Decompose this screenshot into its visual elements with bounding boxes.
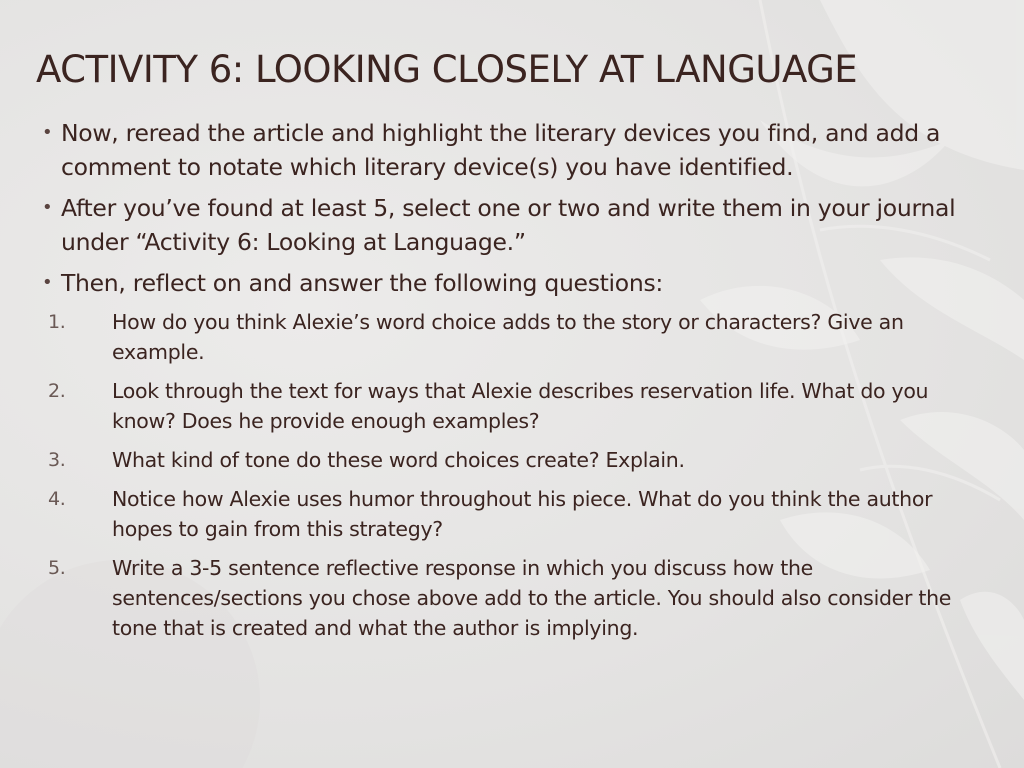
question-text: Write a 3-5 sentence reflective response in which you discuss how the sentences/sections you chose above add to the article. You should also consider the tone that is created and what the author is implying. (112, 556, 952, 640)
slide-content (42, 116, 982, 652)
question-item (42, 484, 982, 544)
question-list (42, 307, 982, 643)
question-item (42, 376, 982, 436)
question-text: How do you think Alexie’s word choice adds to the story or characters? Give an example. (112, 310, 904, 364)
bullet-icon: • (42, 122, 53, 143)
question-number: 2. (48, 380, 66, 402)
question-item (42, 307, 982, 367)
bullet-item (42, 116, 982, 184)
bullet-item (42, 191, 982, 259)
question-number: 4. (48, 488, 66, 510)
bullet-icon: • (42, 272, 53, 293)
question-text: Notice how Alexie uses humor throughout his piece. What do you think the author hopes to gain from this strategy? (112, 487, 933, 541)
bullet-text: Now, reread the article and highlight the literary devices you find, and add a comment to notate which literary device(s) you have identified. (61, 119, 941, 181)
bullet-item (42, 266, 982, 300)
question-item (42, 553, 982, 643)
slide-title: ACTIVITY 6: LOOKING CLOSELY AT LANGUAGE (36, 48, 858, 91)
question-number: 1. (48, 311, 66, 333)
question-item (42, 445, 982, 475)
bullet-icon: • (42, 197, 53, 218)
question-text: Look through the text for ways that Alexie describes reservation life. What do you know? Does he provide enough examples? (112, 379, 929, 433)
bullet-text: After you’ve found at least 5, select one or two and write them in your journal under “Activity 6: Looking at Language.” (61, 194, 956, 256)
question-text: What kind of tone do these word choices create? Explain. (112, 448, 685, 472)
question-number: 3. (48, 449, 66, 471)
bullet-text: Then, reflect on and answer the following questions: (61, 269, 664, 297)
question-number: 5. (48, 557, 66, 579)
